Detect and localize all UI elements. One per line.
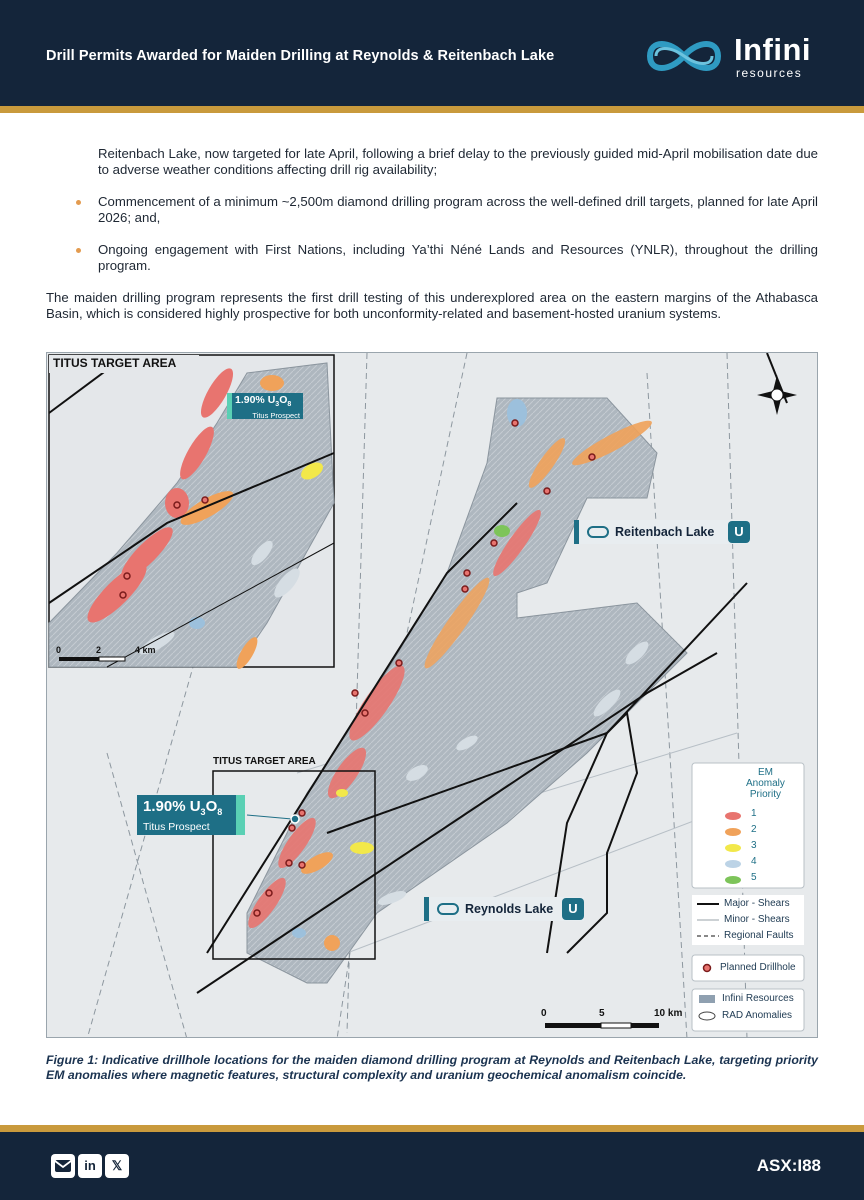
inset-grade-sub: 8: [287, 401, 292, 409]
page-header: [0, 0, 864, 112]
inset-scale-bar: [59, 657, 125, 661]
inset-title: TITUS TARGET AREA: [53, 356, 177, 370]
reynolds-lake-name: Reynolds Lake: [465, 902, 554, 916]
legend-regional-faults: Regional Faults: [724, 930, 794, 941]
reynolds-logo-icon: [437, 903, 459, 915]
legend-priority-label: 1: [751, 808, 757, 819]
logo-subtext: resources: [736, 66, 803, 80]
linkedin-icon[interactable]: in: [78, 1154, 102, 1178]
main-grade-value: 1.90% U: [143, 798, 201, 815]
bullet-item: Commencement of a minimum ~2,500m diamond drilling program across the well-defined drill targets, planned for late April 2026; and,: [98, 194, 818, 225]
inset-grade-value: 1.90% U: [235, 394, 276, 406]
drillhole-map: [46, 352, 818, 1038]
inset-scale-label-0: 0: [56, 645, 62, 655]
header-rule: [0, 106, 864, 113]
main-grade-callout: [137, 795, 245, 835]
map-canvas: [47, 353, 818, 1038]
inset-scale-label-2: 2: [96, 645, 102, 655]
legend-major-shears: Major - Shears: [724, 898, 790, 909]
legend-em-line: Anomaly: [746, 778, 785, 789]
figure-caption: Figure 1: Indicative drillhole locations for the maiden diamond drilling program at Reynolds and Reitenbach Lake, targeting priority EM anomalies where magnetic features, structural complexity and uranium geochemical anomalism coincide.: [46, 1053, 818, 1082]
reitenbach-logo-icon: [587, 526, 609, 538]
legend-em-line: Priority: [749, 789, 782, 800]
legend-planned-drillhole: Planned Drillhole: [720, 962, 796, 973]
inset-grade-sub: 3: [275, 401, 280, 409]
reitenbach-lake-name: Reitenbach Lake: [615, 525, 715, 539]
reynolds-lake-label: [424, 897, 584, 921]
inset-grade-callout: [227, 393, 303, 419]
bullet-item: Ongoing engagement with First Nations, including Ya’thi Néné Lands and Resources (YNLR), throughout the drilling program.: [98, 242, 818, 273]
infini-logo: [640, 28, 830, 84]
main-scale-label-10: 10 km: [654, 1008, 683, 1019]
continued-paragraph: Reitenbach Lake, now targeted for late April, following a brief delay to the previously guided mid-April mobilisation date due to adverse weather conditions affecting drill rig availability;: [98, 146, 818, 177]
body-paragraph: The maiden drilling program represents the first drill testing of this underexplored area on the eastern margins of the Athabasca Basin, which is considered highly prospective for both unconformity-related and basement-hosted uranium systems.: [46, 290, 818, 321]
logo-wordmark: Infini: [734, 32, 812, 67]
inset-grade-o: O: [279, 394, 288, 406]
reitenbach-lake-label: [574, 520, 750, 544]
header-title: Drill Permits Awarded for Maiden Drilling at Reynolds & Reitenbach Lake: [46, 48, 555, 64]
page-footer: [0, 1125, 864, 1200]
legend-rad-anomalies: RAD Anomalies: [722, 1010, 793, 1021]
main-grade-sub: 3: [200, 807, 206, 817]
email-icon[interactable]: [51, 1154, 75, 1178]
uranium-badge: U: [562, 898, 584, 920]
main-prospect-name: Titus Prospect: [143, 821, 210, 833]
main-grade-sub: 8: [217, 807, 223, 817]
inset-prospect-name: Titus Prospect: [252, 411, 300, 421]
asx-ticker: ASX:I88: [756, 1156, 821, 1175]
legend-priority-label: 5: [751, 872, 757, 883]
titus-prospect-pin: [291, 815, 299, 823]
titus-box-label: TITUS TARGET AREA: [213, 756, 316, 767]
infini-logo-icon: [640, 28, 730, 84]
legend-em-line: EM: [757, 767, 773, 778]
legend-priority-label: 4: [751, 856, 757, 867]
footer-rule: [0, 1125, 864, 1132]
legend-priority-label: 3: [751, 840, 757, 851]
main-scale-label-0: 0: [541, 1008, 547, 1019]
uranium-badge: U: [728, 521, 750, 543]
x-icon[interactable]: 𝕏: [105, 1154, 129, 1178]
legend-em-title: [746, 767, 785, 800]
main-scale-label-5: 5: [599, 1008, 605, 1019]
legend-minor-shears: Minor - Shears: [724, 914, 790, 925]
main-grade-o: O: [205, 798, 218, 815]
legend-priority-label: 2: [751, 824, 757, 835]
main-scale-bar: [545, 1023, 659, 1028]
inset-scale-label-4: 4 km: [135, 645, 156, 655]
legend-infini-resources: Infini Resources: [722, 993, 794, 1004]
